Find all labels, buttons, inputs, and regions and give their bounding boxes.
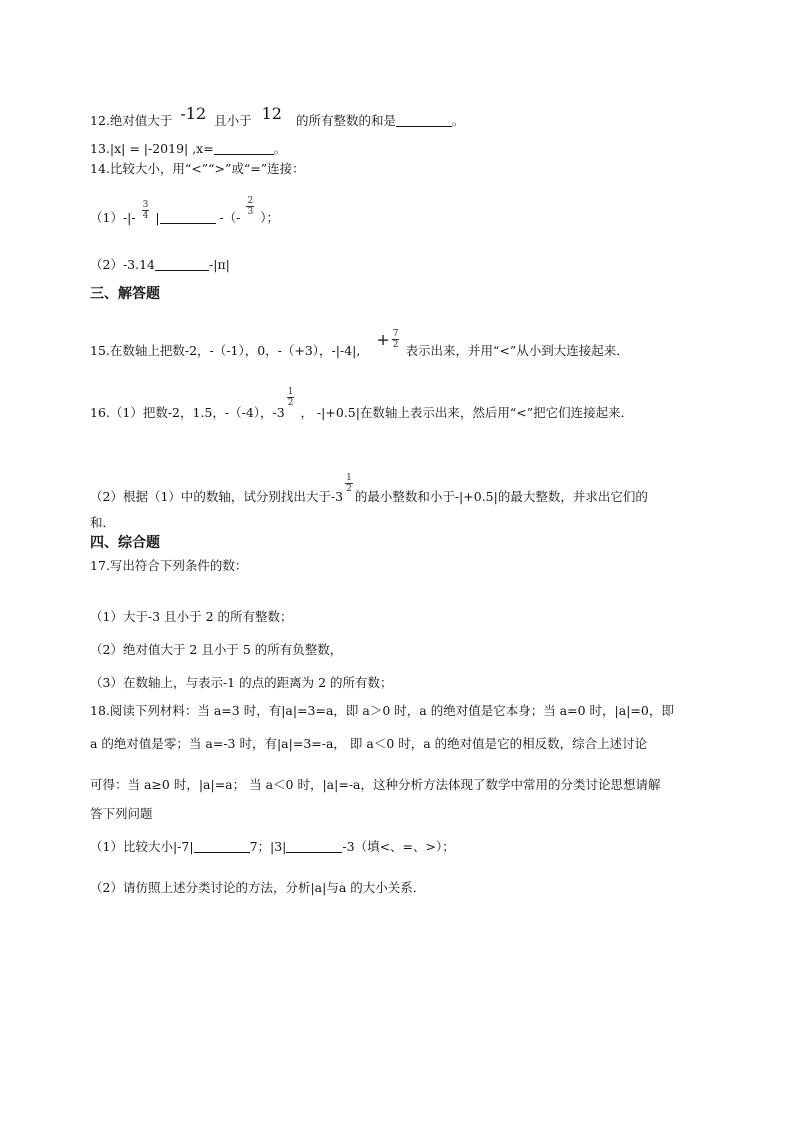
q14-p1-num2: 2 [247,196,254,206]
q14-p2-answer-blank[interactable] [155,258,209,271]
question-16-part-1 [90,387,634,424]
question-14-title: 14.比较大小，用“<”“>”或“=”连接： [90,161,305,176]
q18-p1-text-b: 7；|3| [249,839,287,854]
question-13 [90,141,286,157]
q16-2-num: 1 [346,473,352,483]
q18-p1-blank-2[interactable] [286,840,342,853]
q14-p1-text-e: ）； [260,210,279,225]
q16-1-text-b: ， -|+0.5|在数轴上表示出来，然后用“<”把它们连接起来． [300,405,634,420]
q16-2-text-a: （2）根据（1）中的数轴，试分别找出大于-3 [90,489,344,504]
q14-p1-den1: 4 [142,211,149,221]
q14-p1-text-a: （1）-|- [90,210,136,225]
q14-p1-num1: 3 [142,200,149,210]
section-4-heading: 四、综合题 [90,535,160,551]
question-16-part-2-cont: 和． [90,515,116,530]
question-17-item-3: （3）在数轴上，与表示-1 的点的距离为 2 的所有数； [90,675,393,690]
q12-text-b: 且小于 [214,113,252,128]
question-18-line-3: 可得：当 a≥0 时，|a|=a； 当 a＜0 时，|a|=-a，这种分析方法体现了数学中常用的分类讨论思想请解 [90,777,661,792]
q18-p1-text-c: -3（填<、=、>）； [342,839,455,854]
fraction-2-3 [246,196,254,217]
q12-text-a: 12.绝对值大于 [90,113,173,128]
q15-den: 2 [392,340,399,350]
q15-num: 7 [392,329,399,339]
q12-neg12: -12 [180,104,207,123]
q12-answer-blank[interactable] [396,114,452,127]
question-12 [90,104,465,129]
question-15 [90,329,629,362]
question-18-part-1 [90,839,455,855]
fraction-7-2 [392,329,400,350]
question-18-line-4: 答下列问题 [90,806,153,821]
q12-text-c: 的所有整数的和是 [295,113,396,128]
question-17-item-1: （1）大于-3 且小于 2 的所有整数； [90,609,293,624]
question-17-title: 17.写出符合下列条件的数： [90,558,248,573]
question-18-line-2: a 的绝对值是零；当 a=-3 时，有|a|=3=-a， 即 a＜0 时，a 的绝对值是它的相反数，综合上述讨论 [90,736,648,751]
q13-answer-blank[interactable] [214,142,274,155]
fraction-1-2 [287,387,295,408]
q18-p1-text-a: （1）比较大小|-7| [90,839,194,854]
question-14-part-2 [90,257,230,273]
q16-2-text-b: 的最小整数和小于-|+0.5|的最大整数，并求出它们的 [354,489,648,504]
q14-p1-text-c: -（- [219,210,241,225]
question-17-item-2: （2）绝对值大于 2 且小于 5 的所有负整数， [90,642,343,657]
fraction-3-4 [142,200,150,221]
q15-plus-sign: + [376,330,390,349]
q16-1-den: 2 [287,398,294,408]
question-18-line-1: 18.阅读下列材料：当 a=3 时，有|a|=3=a，即 a＞0 时，a 的绝对值是它本身；当 a=0 时，|a|=0，即 [90,703,674,718]
fraction-1-2-b [345,473,353,494]
question-18-part-2: （2）请仿照上述分类讨论的方法，分析|a|与a 的大小关系． [90,880,426,895]
question-16-part-2 [90,473,648,508]
q14-p2-text-b: -|π| [209,257,230,272]
q16-1-num: 1 [287,387,294,397]
question-14-part-1 [90,196,279,229]
q18-p1-blank-1[interactable] [194,840,250,853]
q14-p1-answer-blank[interactable] [160,211,216,224]
q15-text-b: 表示出来，并用“<”从小到大连接起来． [405,343,629,358]
q14-p2-text-a: （2）-3.14 [90,257,156,272]
q13-end: 。 [273,141,287,156]
q16-1-text-a: 16.（1）把数-2，1.5，-（-4），-3 [90,405,285,420]
q12-pos12: 12 [261,104,282,123]
q14-p1-den2: 3 [247,207,254,217]
q16-2-den: 2 [346,484,352,494]
section-3-heading: 三、解答题 [90,286,160,302]
q15-text-a: 15.在数轴上把数-2，-（-1），0，-（+3），-|-4|, [90,343,361,358]
q13-text: 13.|x| = |-2019| ,x= [90,141,214,156]
q12-end: 。 [451,113,465,128]
q14-p1-text-b: | [155,210,160,225]
